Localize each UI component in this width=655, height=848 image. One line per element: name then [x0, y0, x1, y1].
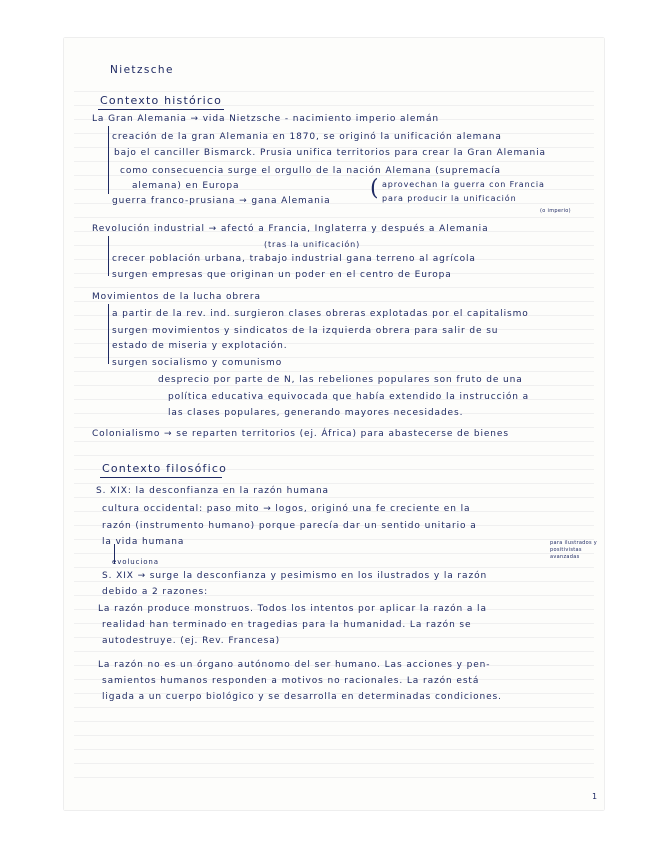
page-title: Nietzsche [110, 64, 174, 76]
philosophy-p1-line2: razón (instrumento humano) porque parecía dar un sentido unitario a [102, 521, 477, 531]
alemania-sub1-line2: bajo el canciller Bismarck. Prusia unifica territorios para crear la Gran Alemania [114, 148, 546, 158]
movimientos-sub2-line2: estado de miseria y explotación. [112, 341, 288, 351]
philosophy-p2-line1: S. XIX → surge la desconfianza y pesimismo en los ilustrados y la razón [102, 571, 488, 581]
evolution-label: evoluciona [112, 558, 159, 566]
alemania-side-line2: para producir la unificación [382, 194, 517, 203]
philosophy-point1: S. XIX: la desconfianza en la razón humana [96, 486, 329, 496]
bracket-line [108, 236, 109, 276]
bracket-line [108, 304, 109, 364]
page-number: 1 [592, 792, 598, 801]
philosophy-side-note-1: para ilustrados y [550, 540, 598, 546]
movimientos-para-line1: desprecio por parte de N, las rebeliones populares son fruto de una [158, 375, 523, 385]
reason1-line1: La razón produce monstruos. Todos los intentos por aplicar la razón a la [98, 604, 487, 614]
philosophy-p1-line1: cultura occidental: paso mito → logos, originó una fe creciente en la [102, 504, 471, 514]
reason2-line2: samientos humanos responden a motivos no racionales. La razón está [102, 676, 480, 686]
industrial-sub2: surgen empresas que originan un poder en el centro de Europa [112, 270, 452, 280]
side-brace: ( [370, 176, 379, 201]
alemania-sub2-line1: como consecuencia surge el orgullo de la nación Alemana (supremacía [120, 166, 501, 176]
philosophical-heading: Contexto filosófico [102, 462, 228, 475]
movimientos-para-line2: política educativa equivocada que había extendido la instrucción a [168, 392, 530, 402]
movimientos-sub2-line1: surgen movimientos y sindicatos de la izquierda obrera para salir de su [112, 326, 499, 336]
colonialismo-point: Colonialismo → se reparten territorios (ej. África) para abastecerse de bienes [92, 429, 509, 439]
heading-underline [100, 477, 222, 478]
alemania-side-note: (o imperio) [540, 208, 571, 214]
reason2-line1: La razón no es un órgano autónomo del ser humano. Las acciones y pen- [98, 660, 491, 670]
alemania-sub1-line1: creación de la gran Alemania en 1870, se originó la unificación alemana [112, 132, 502, 142]
movimientos-sub3: surgen socialismo y comunismo [112, 358, 283, 368]
heading-underline [98, 109, 224, 110]
historical-heading: Contexto histórico [100, 94, 223, 107]
industrial-note: (tras la unificación) [264, 240, 361, 249]
industrial-sub1: crecer población urbana, trabajo industrial gana terreno al agrícola [112, 254, 476, 264]
alemania-point: La Gran Alemania → vida Nietzsche - nacimiento imperio alemán [92, 114, 439, 124]
movimientos-para-line3: las clases populares, generando mayores necesidades. [168, 408, 464, 418]
bracket-line [108, 126, 109, 194]
notebook-page [64, 38, 604, 810]
reason2-line3: ligada a un cuerpo biológico y se desarrolla en determinadas condiciones. [102, 692, 502, 702]
movimientos-point: Movimientos de la lucha obrera [92, 292, 261, 302]
alemania-sub3: guerra franco-prusiana → gana Alemania [112, 196, 331, 206]
alemania-side-line1: aprovechan la guerra con Francia [382, 180, 545, 189]
philosophy-side-note-3: avanzadas [550, 554, 580, 560]
reason1-line2: realidad han terminado en tragedias para la humanidad. La razón se [102, 620, 472, 630]
movimientos-sub1: a partir de la rev. ind. surgieron clases obreras explotadas por el capitalismo [112, 309, 529, 319]
philosophy-side-note-2: positivistas [550, 547, 582, 553]
reason1-line3: autodestruye. (ej. Rev. Francesa) [102, 636, 281, 646]
alemania-sub2-line2: alemana) en Europa [132, 181, 240, 191]
philosophy-p2-line2: debido a 2 razones: [102, 587, 209, 597]
philosophy-p1-line3: la vida humana [102, 537, 185, 547]
industrial-point: Revolución industrial → afectó a Francia, Inglaterra y después a Alemania [92, 224, 489, 234]
